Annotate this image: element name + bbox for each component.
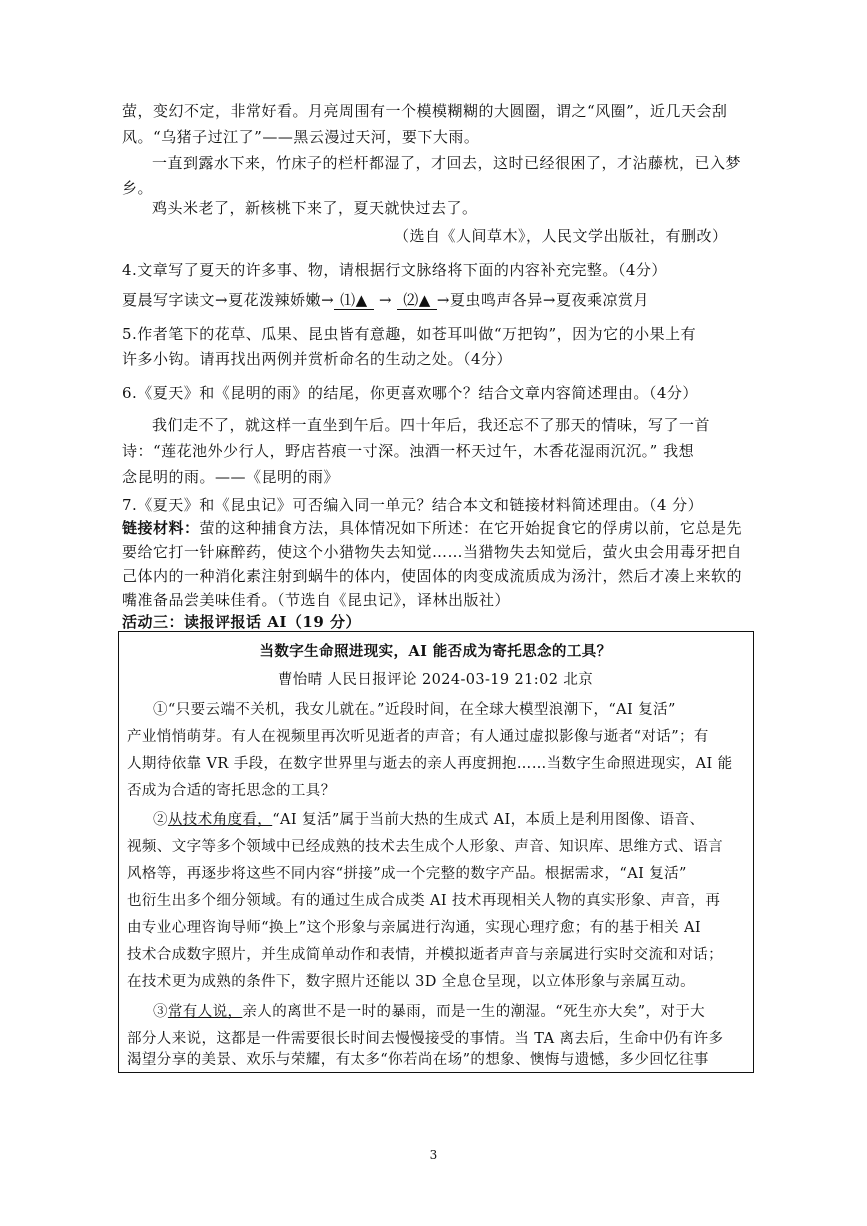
article-box <box>118 631 754 1073</box>
q6-quote-line: 念昆明的雨。——《昆明的雨》 <box>122 468 340 486</box>
page-number: 3 <box>429 1148 438 1162</box>
passage-line: 萤，变幻不定，非常好看。月亮周围有一个模模糊糊的大圆圈，谓之“风圈”，近几天会刮 <box>122 102 728 120</box>
activity-3-heading: 活动三：读报评报话 AI（19 分） <box>122 613 361 631</box>
q6-quote-line: 诗：“莲花池外少行人，野店苔痕一寸深。浊酒一杯天过午，木香花湿雨沉沉。” 我想 <box>122 442 695 460</box>
question-6: 6.《夏天》和《昆明的雨》的结尾，你更喜欢哪个？结合文章内容简述理由。（4分） <box>122 384 698 402</box>
q4-flow <box>122 288 649 312</box>
article-p1-line: 人期待依靠 VR 手段，在数字世界里与逝去的亲人再度拥抱……当数字生命照进现实，AI 能 <box>127 756 733 772</box>
article-p2-line: 由专业心理咨询导师“换上”这个形象与亲属进行沟通，实现心理疗愈；有的基于相关 AI <box>127 920 702 936</box>
article-p2-line: 也衍生出多个细分领域。有的通过生成合成类 AI 技术再现相关人物的真实形象、声音，再 <box>127 893 721 909</box>
article-p2-line: 风格等，再逐步将这些不同内容“拼接”成一个完整的数字产品。根据需求，“AI 复活” <box>127 866 687 882</box>
article-p1-line: 否成为合适的寄托思念的工具？ <box>127 783 336 799</box>
article-p3-first-line: ③常有人说，亲人的离世不是一时的暴雨，而是一生的潮湿。“死生亦大矣”，对于大 <box>153 1004 706 1020</box>
article-p2-first-line: ②从技术角度看，“AI 复活”属于当前大热的生成式 AI，本质上是利用图像、语音、 <box>153 812 705 828</box>
passage-line: 风。“乌猪子过江了”——黑云漫过天河，要下大雨。 <box>122 128 480 146</box>
passage-line: 一直到露水下来，竹床子的栏杆都湿了，才回去，这时已经很困了，才沾藤枕，已入梦 <box>152 154 742 172</box>
q4-blank-1[interactable]: ⑴▲ <box>334 291 374 310</box>
article-p2-line: 技术合成数字照片，并生成简单动作和表情，并模拟逝者声音与亲属进行实时交流和对话； <box>127 947 723 963</box>
passage-line: 乡。 <box>122 179 154 197</box>
article-p3-line: 渴望分享的美景、欢乐与荣耀，有太多“你若尚在场”的想象、懊悔与遗憾，多少回忆往事 <box>127 1052 709 1068</box>
question-7: 7.《夏天》和《昆虫记》可否编入同一单元？结合本文和链接材料简述理由。（4 分） <box>122 496 704 514</box>
q7-link-line: 嘴准备品尝美味佳肴。（节选自《昆虫记》，译林出版社） <box>122 591 511 609</box>
underlined-phrase: 常有人说， <box>167 1004 243 1020</box>
question-5-line: 5.作者笔下的花草、瓜果、昆虫皆有意趣，如苍耳叫做“万把钩”，因为它的小果上有 <box>122 325 697 343</box>
source-note: （选自《人间草木》，人民文学出版社，有删改） <box>394 227 728 245</box>
q7-link-line: 要给它打一针麻醉药，使这个小猎物失去知觉……当猎物失去知觉后，萤火虫会用毒牙把自 <box>122 543 743 561</box>
question-4: 4.文章写了夏天的许多事、物，请根据行文脉络将下面的内容补充完整。（4分） <box>122 261 667 279</box>
q7-link-line: 己体内的一种消化素注射到蜗牛的体内，使固体的肉变成流质成为汤汁，然后才凑上来软的 <box>122 567 743 585</box>
article-p3-line: 部分人来说，这都是一件需要很长时间去慢慢接受的事情。当 TA 离去后，生命中仍有许多 <box>127 1031 724 1047</box>
q7-link-line: 链接材料：萤的这种捕食方法，具体情况如下所述：在它开始捉食它的俘虏以前，它总是先 <box>122 519 743 537</box>
q4-flow-end: →夏虫鸣声各异→夏夜乘凉赏月 <box>436 291 649 309</box>
article-p1-line: ①“只要云端不关机，我女儿就在。”近段时间，在全球大模型浪潮下，“AI 复活” <box>153 702 676 718</box>
article-p1-line: 产业悄悄萌芽。有人在视频里再次听见逝者的声音；有人通过虚拟影像与逝者“对话”；有 <box>127 729 709 745</box>
article-p2-line: 在技术更为成熟的条件下，数字照片还能以 3D 全息仓呈现，以立体形象与亲属互动。 <box>127 974 696 990</box>
link-material-label: 链接材料： <box>122 519 200 537</box>
article-byline: 曹怡晴 人民日报评论 2024-03-19 21:02 北京 <box>277 672 594 688</box>
q6-quote-line: 我们走不了，就这样一直坐到午后。四十年后，我还忘不了那天的情味，写了一首 <box>152 416 711 434</box>
q4-flow-start: 夏晨写字读文→夏花泼辣娇嫩→ <box>122 291 335 309</box>
underlined-phrase: 从技术角度看， <box>167 812 273 828</box>
article-p2-line: 视频、文字等多个领域中已经成熟的技术去生成个人形象、声音、知识库、思维方式、语言 <box>127 839 723 855</box>
q4-blank-2[interactable]: ⑵▲ <box>397 291 437 310</box>
q4-arrow: → <box>373 291 398 309</box>
question-5-line: 许多小钩。请再找出两例并赏析命名的生动之处。（4分） <box>122 350 513 368</box>
article-title: 当数字生命照进现实，AI 能否成为寄托思念的工具？ <box>259 643 612 660</box>
passage-line: 鸡头米老了，新核桃下来了，夏天就快过去了。 <box>152 199 478 217</box>
